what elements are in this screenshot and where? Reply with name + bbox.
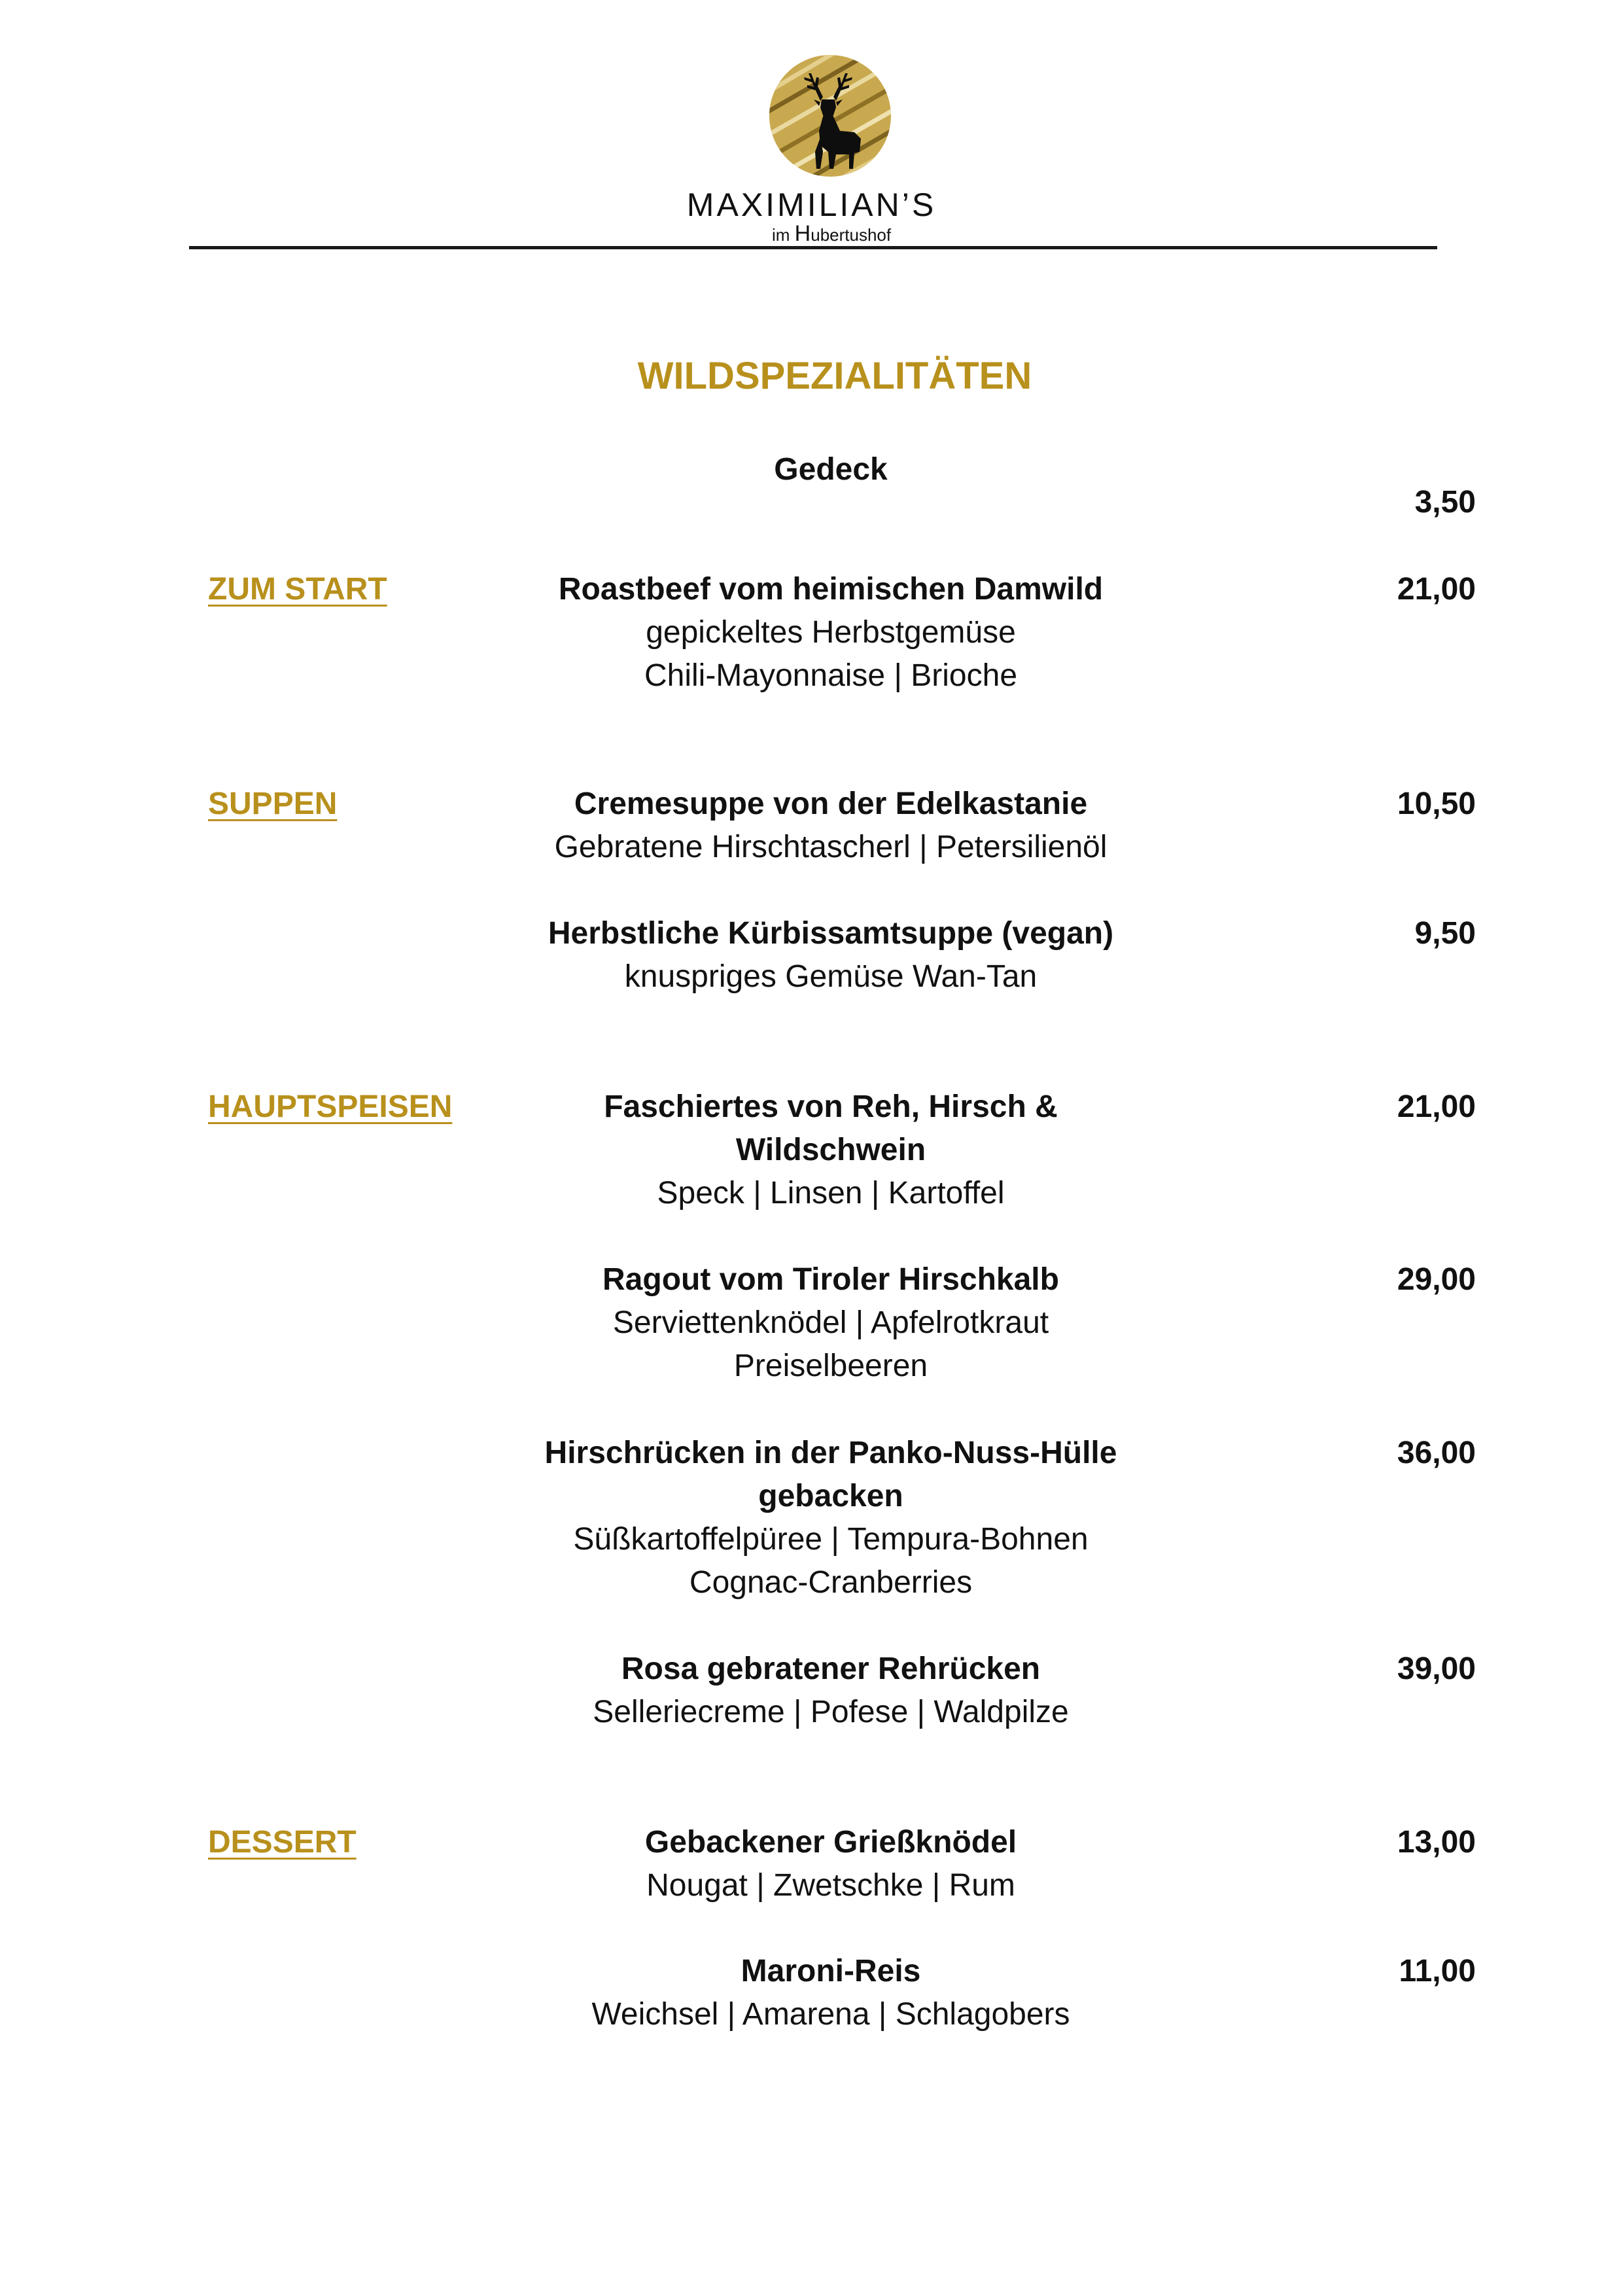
dish-item <box>517 1432 1145 1604</box>
dish-item <box>517 912 1145 998</box>
dish-name: Maroni-Reis <box>741 1954 921 1988</box>
dish-price: 29,00 <box>1397 1262 1476 1297</box>
dish-name: Rosa gebratener Rehrücken <box>621 1651 1041 1686</box>
dish-description: gepickeltes Herbstgemüse <box>646 615 1016 650</box>
menu-title: WILDSPEZIALITÄTEN <box>637 355 1032 397</box>
dish-name: Ragout vom Tiroler Hirschkalb <box>602 1262 1059 1297</box>
dish-description: Chili-Mayonnaise | Brioche <box>644 658 1018 693</box>
dish-item <box>517 1648 1145 1734</box>
dish-name: Wildschwein <box>735 1133 926 1167</box>
dish-price: 10,50 <box>1397 786 1476 821</box>
dish-item <box>517 568 1145 698</box>
cover-price: 3,50 <box>1414 485 1476 520</box>
category-start: ZUM START <box>208 572 387 607</box>
dish-price: 13,00 <box>1397 1825 1476 1860</box>
category-mains: HAUPTSPEISEN <box>208 1089 453 1124</box>
brand-sub-rest: ubertushof <box>811 225 892 245</box>
dish-name: Roastbeef vom heimischen Damwild <box>558 572 1104 607</box>
dish-item <box>517 1258 1145 1388</box>
dish-description: Nougat | Zwetschke | Rum <box>646 1868 1015 1903</box>
dish-description: Weichsel | Amarena | Schlagobers <box>591 1997 1070 2032</box>
dish-price: 21,00 <box>1397 1089 1476 1124</box>
category-soups: SUPPEN <box>208 786 338 821</box>
dish-price: 21,00 <box>1397 572 1476 607</box>
dish-name: Cremesuppe von der Edelkastanie <box>574 786 1088 821</box>
dish-description: Serviettenknödel | Apfelrotkraut <box>612 1305 1049 1340</box>
dish-item <box>517 1950 1145 2036</box>
dish-name: Hirschrücken in der Panko-Nuss-Hülle <box>544 1436 1117 1470</box>
dish-price: 39,00 <box>1397 1651 1476 1686</box>
dish-name: Faschiertes von Reh, Hirsch & <box>604 1089 1058 1124</box>
brand-name: MAXIMILIAN’S <box>686 186 937 223</box>
brand-subtitle <box>772 221 892 246</box>
cover-charge <box>517 448 1145 491</box>
dish-name: Herbstliche Kürbissamtsuppe (vegan) <box>548 916 1114 951</box>
dish-description: Süßkartoffelpüree | Tempura-Bohnen <box>573 1522 1089 1557</box>
dish-item <box>517 1086 1145 1215</box>
dish-description: Cognac-Cranberries <box>689 1565 973 1600</box>
dish-description: knuspriges Gemüse Wan-Tan <box>624 959 1038 994</box>
dish-price: 11,00 <box>1399 1954 1476 1988</box>
category-dessert: DESSERT <box>208 1825 357 1860</box>
deer-stag-icon <box>768 54 892 178</box>
header-divider <box>189 246 1437 249</box>
dish-description: Selleriecreme | Pofese | Waldpilze <box>593 1695 1069 1729</box>
dish-item <box>517 783 1145 869</box>
dish-name: gebacken <box>758 1479 903 1513</box>
dish-price: 36,00 <box>1397 1436 1476 1470</box>
brand-sub-initial: H <box>794 221 811 246</box>
dish-description: Gebratene Hirschtascherl | Petersilienöl <box>554 830 1108 864</box>
brand-sub-prefix: im <box>772 225 795 245</box>
dish-item <box>517 1821 1145 1907</box>
dish-description: Speck | Linsen | Kartoffel <box>657 1176 1005 1210</box>
dish-name: Gebackener Grießknödel <box>644 1825 1017 1860</box>
cover-label: Gedeck <box>774 452 888 487</box>
dish-price: 9,50 <box>1414 916 1476 951</box>
dish-description: Preiselbeeren <box>733 1349 928 1383</box>
